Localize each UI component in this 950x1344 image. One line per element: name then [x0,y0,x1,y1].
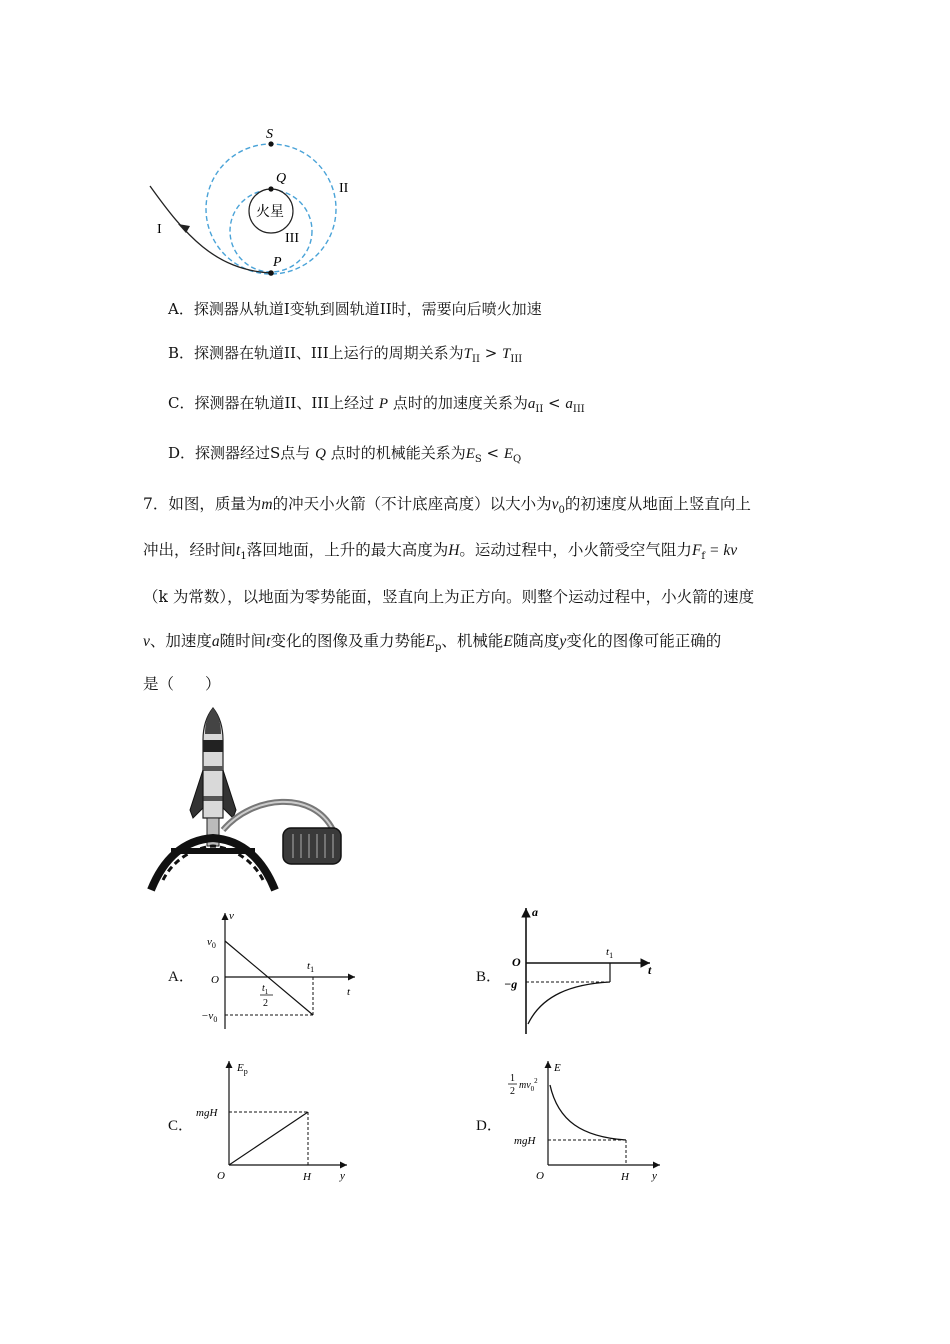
graph-a-half-num: $t_1$ [262,983,269,996]
graph-a-v: v [229,910,234,922]
graph-a-neg-v0: $-v_0$ [201,1010,218,1024]
label-planet: 火星 [256,204,284,220]
q6-option-d: D．探测器经过S点与 Q 点时的机械能关系为$E_S < E_Q$ [168,444,522,465]
graph-c-mgh: mgH [196,1107,218,1119]
graph-c-h: H [303,1171,311,1183]
option-a-label: A． [168,969,194,985]
q6-option-b: B．探测器在轨道II、III上运行的周期关系为$T_{II} > T_{III}$ [168,344,523,365]
label-orbit-i: I [157,222,162,237]
q7-line-1: 7．如图，质量为m的冲天小火箭（不计底座高度）以大小为$v_0$的初速度从地面上竖直向上 [143,495,751,517]
graph-c-ep: $E_p$ [237,1062,248,1076]
graph-c-y: y [340,1170,345,1182]
graph-a-t1: $t_1$ [307,960,315,974]
graph-d-e: E [554,1062,561,1074]
graph-b-o: O [512,955,521,969]
graph-b-curve [528,982,610,1024]
rocket-fin-right [223,770,236,818]
graph-d-y: y [652,1170,657,1182]
graph-d-curve [550,1085,626,1140]
label-p: P [273,255,282,270]
option-d-label: D． [476,1118,502,1134]
graph-a [195,905,370,1035]
graph-d [502,1055,667,1185]
graph-a-o: O [211,974,219,986]
orbit-diagram [140,120,370,285]
q6-option-a: A．探测器从轨道I变轨到圆轨道II时，需要向后喷火加速 [168,300,542,318]
graph-c [195,1055,360,1185]
graph-b-g: −g [504,977,518,991]
arrow-icon [178,224,190,233]
q7-line-3: （k 为常数），以地面为零势能面，竖直向上为正方向。则整个运动过程中，小火箭的速度 [143,588,755,606]
rocket-illustration [143,700,353,895]
q7-line-4: v、加速度a随时间t变化的图像及重力势能$E_p$、机械能E随高度y变化的图像可能正确的 [143,632,722,654]
point-p [268,270,274,276]
graph-b-a: a [532,905,538,919]
graph-a-half-den: 2 [263,998,268,1009]
graph-c-line [229,1112,308,1165]
graph-c-o: O [217,1170,225,1182]
label-s: S [266,127,273,142]
option-b-label: B． [476,969,502,985]
graph-a-v0: $v_0$ [207,936,216,950]
point-s [268,141,273,146]
label-orbit-iii: III [285,231,299,246]
graph-b-t: t [648,963,652,977]
q7-line-5: 是（ ） [143,675,221,693]
option-c-label: C． [168,1118,194,1134]
label-q: Q [276,171,287,186]
point-q [268,186,273,191]
graph-b-t1: $t_1$ [606,946,614,960]
label-orbit-ii: II [339,181,349,196]
graph-b [502,900,667,1040]
q7-line-2: 冲出，经时间$t_1$落回地面，上升的最大高度为H。运动过程中，小火箭受空气阻力$F_f$ = kv [143,541,738,563]
graph-a-line [225,941,313,1015]
graph-d-half-num: 1 [510,1073,515,1084]
graph-a-t: t [347,986,351,998]
q6-option-c: C．探测器在轨道II、III上经过 P 点时的加速度关系为$a_{II} < a_{III}$ [168,394,585,415]
graph-d-mgh: mgH [514,1135,536,1147]
graph-d-h: H [621,1171,629,1183]
graph-d-o: O [536,1170,544,1182]
graph-d-mv: $mv_0^2$ [519,1077,538,1093]
rocket-fin-left [190,770,203,818]
graph-d-half-den: 2 [510,1086,515,1097]
